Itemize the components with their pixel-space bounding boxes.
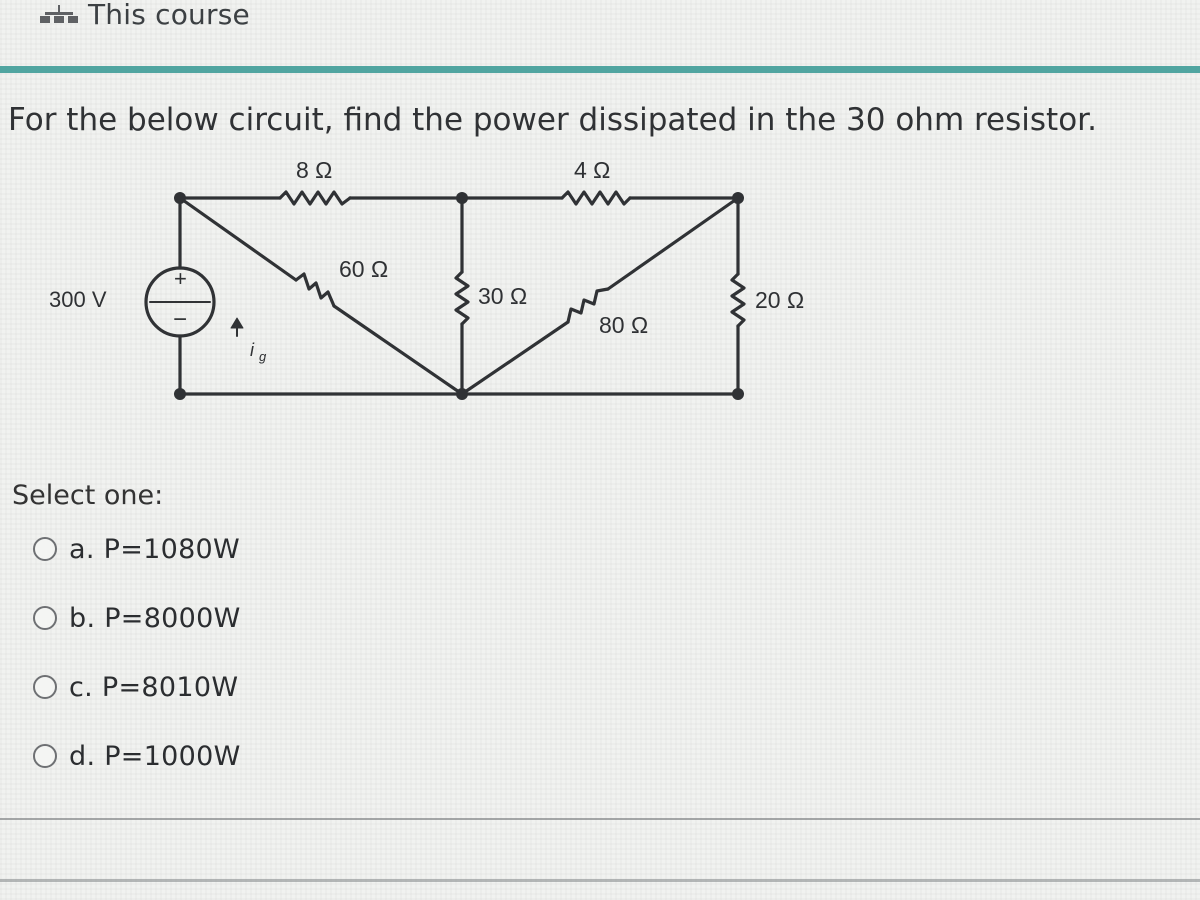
resistor-8-ohm [280,192,350,204]
answer-option-a[interactable] [33,532,393,566]
node-top-right [732,192,744,204]
node-bottom-left [174,388,186,400]
resistor-60-ohm [296,274,334,306]
wire-80-ohm-diagonal-a [462,322,568,394]
current-subscript: g [259,349,267,364]
header-divider [0,66,1200,73]
source-plus-sign: + [174,266,187,291]
label-source-voltage: 300 V [49,287,107,312]
answer-option-c-label[interactable]: c. P=8010W [69,671,239,703]
answer-option-b-label[interactable]: b. P=8000W [69,602,241,634]
node-bottom-middle [456,388,468,400]
select-one-prompt: Select one: [12,480,164,511]
course-icon [38,2,80,26]
label-30-ohm: 30 Ω [478,283,528,309]
label-80-ohm: 80 Ω [599,312,649,338]
question-text: For the below circuit, find the power dissipated in the 30 ohm resistor. [8,102,1097,138]
course-link-label[interactable]: This course [88,0,250,31]
answer-option-d-label[interactable]: d. P=1000W [69,740,241,772]
course-link[interactable] [38,0,250,34]
wire-60-ohm-diagonal-a [180,198,296,280]
bottom-divider-lower [0,879,1200,882]
resistor-4-ohm [562,192,630,204]
radio-button-b[interactable] [33,606,57,630]
radio-button-c[interactable] [33,675,57,699]
radio-button-d[interactable] [33,744,57,768]
bottom-divider-upper [0,818,1200,820]
label-4-ohm: 4 Ω [574,157,611,183]
answer-option-c[interactable] [33,670,393,704]
radio-button-a[interactable] [33,537,57,561]
resistor-30-ohm [456,272,468,324]
label-8-ohm: 8 Ω [296,157,333,183]
current-label [250,340,267,364]
answer-option-b[interactable] [33,601,393,635]
answer-options [33,532,393,808]
wire-60-ohm-diagonal-b [334,306,462,394]
label-20-ohm: 20 Ω [755,287,805,313]
answer-option-d[interactable] [33,739,393,773]
circuit-diagram [0,150,820,420]
node-bottom-right [732,388,744,400]
wire-80-ohm-diagonal-b [608,198,738,289]
resistor-20-ohm [732,274,744,326]
answer-option-a-label[interactable]: a. P=1080W [69,533,241,565]
source-minus-sign: − [173,306,188,333]
current-arrow-head [231,318,243,328]
label-60-ohm: 60 Ω [339,256,389,282]
node-top-middle [456,192,468,204]
node-top-left [174,192,186,204]
current-symbol: i [250,340,254,360]
